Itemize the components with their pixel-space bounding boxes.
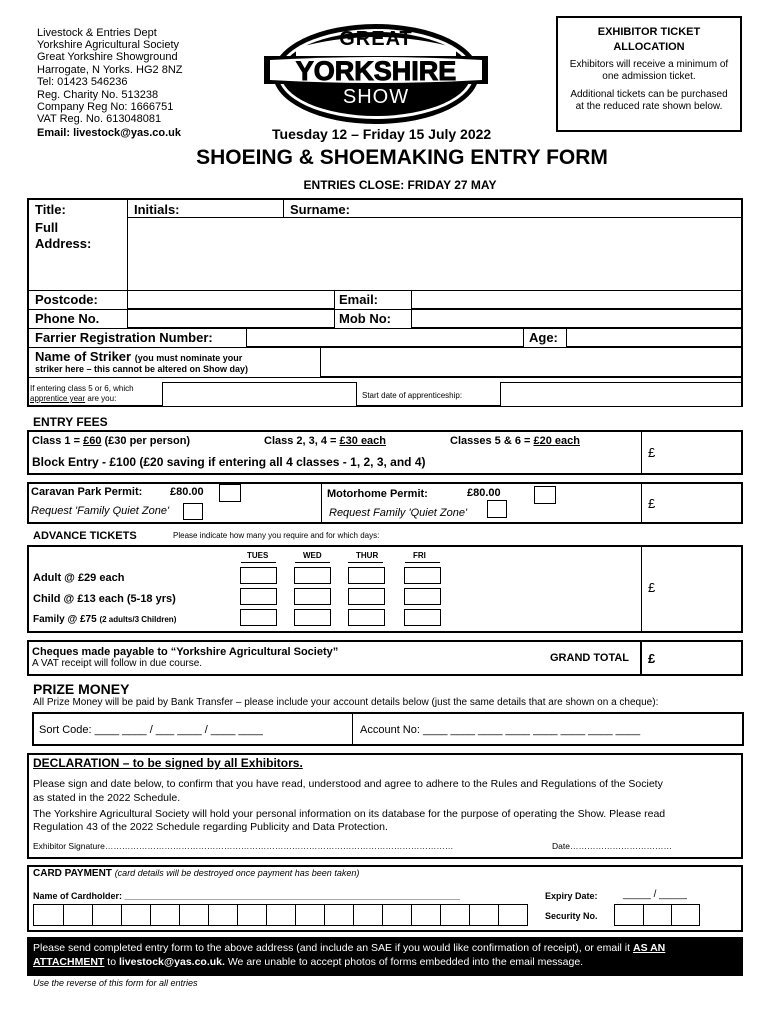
advance-tickets-heading: ADVANCE TICKETS: [33, 530, 137, 542]
submission-instructions-text: Please send completed entry form to the above address (and include an SAE if you would like confirmation of receipt), or email it: [33, 942, 633, 954]
sort-code-field[interactable]: Sort Code: ____ ____ / ___ ____ / ____ ____: [39, 724, 263, 736]
address-line: Tel: 01423 546236: [37, 76, 128, 88]
prize-money-text: All Prize Money will be paid by Bank Transfer – please include your account details below (just the same details that are shown on a cheque):: [33, 697, 659, 708]
class1-fee-amount: £60: [83, 435, 102, 447]
submission-email: livestock@yas.co.uk.: [118, 956, 225, 968]
striker-note: (you must nominate your: [134, 353, 243, 363]
postcode-field[interactable]: [127, 290, 335, 309]
expiry-date-label: Expiry Date:: [545, 891, 598, 901]
address-line: VAT Reg. No. 613048081: [37, 113, 162, 125]
vat-receipt-text: A VAT receipt will follow in due course.: [32, 658, 203, 669]
tickets-total-field[interactable]: [660, 548, 740, 630]
family-ticket-note: (2 adults/3 Children): [99, 615, 177, 624]
mobile-field[interactable]: [411, 309, 742, 328]
class56-fee-label: Classes 5 & 6 =: [450, 435, 534, 447]
prize-money-heading: PRIZE MONEY: [33, 681, 130, 697]
surname-label: Surname:: [290, 202, 350, 217]
family-wed-qty[interactable]: [294, 609, 331, 626]
contact-email: Email: livestock@yas.co.uk: [37, 127, 182, 139]
apprentice-year-label: [30, 394, 116, 403]
family-ticket-text: Family @ £75: [33, 614, 97, 625]
tickets-pound-sign: £: [648, 580, 656, 595]
declaration-text: The Yorkshire Agricultural Society will hold your personal information on its database for the purpose of operating the Show. Please read: [33, 808, 666, 820]
phone-field[interactable]: [127, 309, 335, 328]
initials-field[interactable]: [185, 200, 281, 216]
address-line: Company Reg No: 1666751: [37, 101, 174, 113]
declaration-text: as stated in the 2022 Schedule.: [33, 792, 181, 804]
motorhome-quiet-zone-checkbox[interactable]: [487, 500, 507, 518]
postcode-label: Postcode:: [35, 292, 98, 307]
adult-fri-qty[interactable]: [404, 567, 441, 584]
adult-wed-qty[interactable]: [294, 567, 331, 584]
grand-total-field[interactable]: [640, 640, 743, 676]
striker-label: [35, 349, 242, 364]
exhibitor-signature-field[interactable]: Exhibitor Signature……………………………………………………………………………………………………………: [33, 841, 454, 851]
motorhome-permit-checkbox[interactable]: [534, 486, 556, 504]
address-line: Great Yorkshire Showground: [37, 51, 178, 63]
security-number-label: Security No.: [545, 911, 598, 921]
day-header-wed: WED: [303, 551, 322, 560]
apprentice-year-underlined: apprentice year: [30, 394, 86, 403]
entries-close: ENTRIES CLOSE: FRIDAY 27 MAY: [303, 178, 497, 192]
card-number-field[interactable]: [33, 904, 528, 926]
caravan-permit-label: Caravan Park Permit:: [31, 486, 143, 498]
day-header-tues: TUES: [247, 551, 269, 560]
email-label: Email:: [339, 292, 379, 307]
family-ticket-label: [33, 614, 176, 625]
age-label: Age:: [529, 330, 558, 345]
ticket-box-text: one admission ticket.: [602, 71, 696, 82]
full-address-label: Address:: [35, 236, 92, 251]
initials-label: Initials:: [134, 202, 180, 217]
class56-fee: [450, 435, 580, 447]
child-ticket-label: Child @ £13 each (5-18 yrs): [33, 593, 176, 605]
title-field[interactable]: [35, 202, 125, 216]
logo-text-show: SHOW: [342, 86, 410, 108]
child-thur-qty[interactable]: [348, 588, 385, 605]
advance-tickets-note: Please indicate how many you require and for which days:: [173, 531, 380, 540]
reverse-side-note: Use the reverse of this form for all entries: [33, 978, 198, 988]
caravan-permit-price: £80.00: [170, 486, 204, 498]
block-entry-fee: Block Entry - £100 (£20 saving if entering all 4 classes - 1, 2, 3, and 4): [32, 455, 426, 469]
ticket-box-title: EXHIBITOR TICKET: [597, 26, 701, 38]
apprentice-year-label: If entering class 5 or 6, which: [30, 384, 134, 393]
submission-attachment: ATTACHMENT: [33, 956, 105, 968]
class56-fee-amount: £20 each: [533, 435, 580, 447]
striker-field[interactable]: [320, 347, 742, 377]
entry-fees-total-field[interactable]: [660, 434, 740, 472]
ticket-box-text: Exhibitors will receive a minimum of: [569, 59, 729, 70]
submission-instructions-line1: [33, 942, 665, 954]
card-payment-title: CARD PAYMENT: [33, 868, 112, 879]
address-line: Harrogate, N Yorks. HG2 8NZ: [37, 64, 183, 76]
farrier-reg-field[interactable]: [246, 328, 524, 347]
class234-fee: [264, 435, 386, 447]
signature-date-field[interactable]: Date………………………………: [552, 841, 672, 851]
apprentice-start-field[interactable]: [500, 382, 742, 407]
great-yorkshire-show-logo: [264, 20, 488, 124]
farrier-reg-label: Farrier Registration Number:: [35, 330, 213, 345]
address-field[interactable]: [128, 218, 741, 289]
permits-pound-sign: £: [648, 496, 656, 511]
email-field[interactable]: [411, 290, 742, 309]
apprentice-year-rest: are you:: [85, 394, 117, 403]
exhibitor-ticket-box: [556, 16, 742, 132]
family-fri-qty[interactable]: [404, 609, 441, 626]
surname-field[interactable]: [356, 200, 741, 216]
ticket-box-text: Additional tickets can be purchased: [570, 89, 728, 100]
account-number-field[interactable]: Account No: ____ ____ ____ ____ ____ ____ ____ ____: [360, 724, 641, 736]
adult-thur-qty[interactable]: [348, 567, 385, 584]
expiry-date-field[interactable]: _____ / _____: [623, 889, 687, 900]
show-dates: Tuesday 12 – Friday 15 July 2022: [272, 126, 492, 142]
family-tues-qty[interactable]: [240, 609, 277, 626]
cheque-payable-text: Cheques made payable to “Yorkshire Agricultural Society”: [32, 646, 339, 658]
card-payment-note: (card details will be destroyed once payment has been taken): [114, 868, 360, 878]
entry-fees-pound-sign: £: [648, 445, 656, 460]
striker-label-text: Name of Striker: [35, 349, 132, 364]
striker-note: striker here – this cannot be altered on Show day): [35, 364, 249, 374]
ticket-box-title: ALLOCATION: [613, 41, 685, 53]
motorhome-quiet-zone-label: Request Family 'Quiet Zone': [329, 507, 468, 519]
grand-total-label: GRAND TOTAL: [550, 652, 630, 664]
child-tues-qty[interactable]: [240, 588, 277, 605]
logo-text-yorkshire: YORKSHIRE: [295, 56, 457, 86]
class234-fee-amount: £30 each: [339, 435, 387, 447]
submission-instructions-line2: [33, 956, 583, 968]
title-label: Title:: [35, 202, 66, 217]
address-line: Yorkshire Agricultural Society: [37, 39, 180, 51]
caravan-quiet-zone-checkbox[interactable]: [183, 503, 203, 520]
apprentice-start-label: Start date of apprenticeship:: [362, 391, 463, 400]
form-title: SHOEING & SHOEMAKING ENTRY FORM: [196, 146, 608, 169]
mobile-label: Mob No:: [339, 311, 391, 326]
adult-tues-qty[interactable]: [240, 567, 277, 584]
declaration-text: Regulation 43 of the 2022 Schedule regarding Publicity and Data Protection.: [33, 821, 388, 833]
grand-total-pound-sign: £: [648, 651, 656, 666]
motorhome-permit-price: £80.00: [467, 487, 501, 499]
family-thur-qty[interactable]: [348, 609, 385, 626]
security-number-field[interactable]: [614, 904, 700, 926]
apprentice-year-field[interactable]: [162, 382, 357, 407]
address-line: Livestock & Entries Dept: [37, 27, 157, 39]
class1-fee-note: (£30 per person): [101, 435, 191, 447]
card-payment-heading: [33, 868, 359, 879]
adult-ticket-label: Adult @ £29 each: [33, 572, 125, 584]
class1-fee: [32, 435, 190, 447]
logo-text-great: GREAT: [339, 28, 413, 50]
class234-fee-label: Class 2, 3, 4 =: [264, 435, 340, 447]
motorhome-permit-label: Motorhome Permit:: [327, 488, 428, 500]
day-header-fri: FRI: [413, 551, 426, 560]
declaration-heading: DECLARATION – to be signed by all Exhibitors.: [33, 756, 303, 770]
day-header-thur: THUR: [356, 551, 379, 560]
child-wed-qty[interactable]: [294, 588, 331, 605]
permits-total-field[interactable]: [660, 485, 740, 521]
cardholder-name-field[interactable]: Name of Cardholder: ___________________________________________________________________: [33, 891, 460, 901]
submission-photo-note: We are unable to accept photos of forms embedded into the email message.: [224, 956, 584, 968]
class1-fee-label: Class 1 =: [32, 435, 84, 447]
submission-as-an: AS AN: [632, 942, 666, 954]
phone-label: Phone No.: [35, 311, 100, 326]
declaration-text: Please sign and date below, to confirm that you have read, understood and agree to adhere to the Rules and Regulations of the Society: [33, 778, 663, 790]
caravan-quiet-zone-label: Request 'Family Quiet Zone': [31, 505, 170, 517]
address-line: Reg. Charity No. 513238: [37, 89, 159, 101]
caravan-permit-checkbox[interactable]: [219, 484, 241, 502]
child-fri-qty[interactable]: [404, 588, 441, 605]
submission-instructions-banner: [27, 937, 743, 976]
entry-fees-heading: ENTRY FEES: [33, 415, 108, 429]
age-field[interactable]: [566, 328, 742, 347]
ticket-box-text: at the reduced rate shown below.: [575, 101, 723, 112]
submission-to: to: [104, 956, 119, 968]
full-address-label: Full: [35, 220, 59, 235]
